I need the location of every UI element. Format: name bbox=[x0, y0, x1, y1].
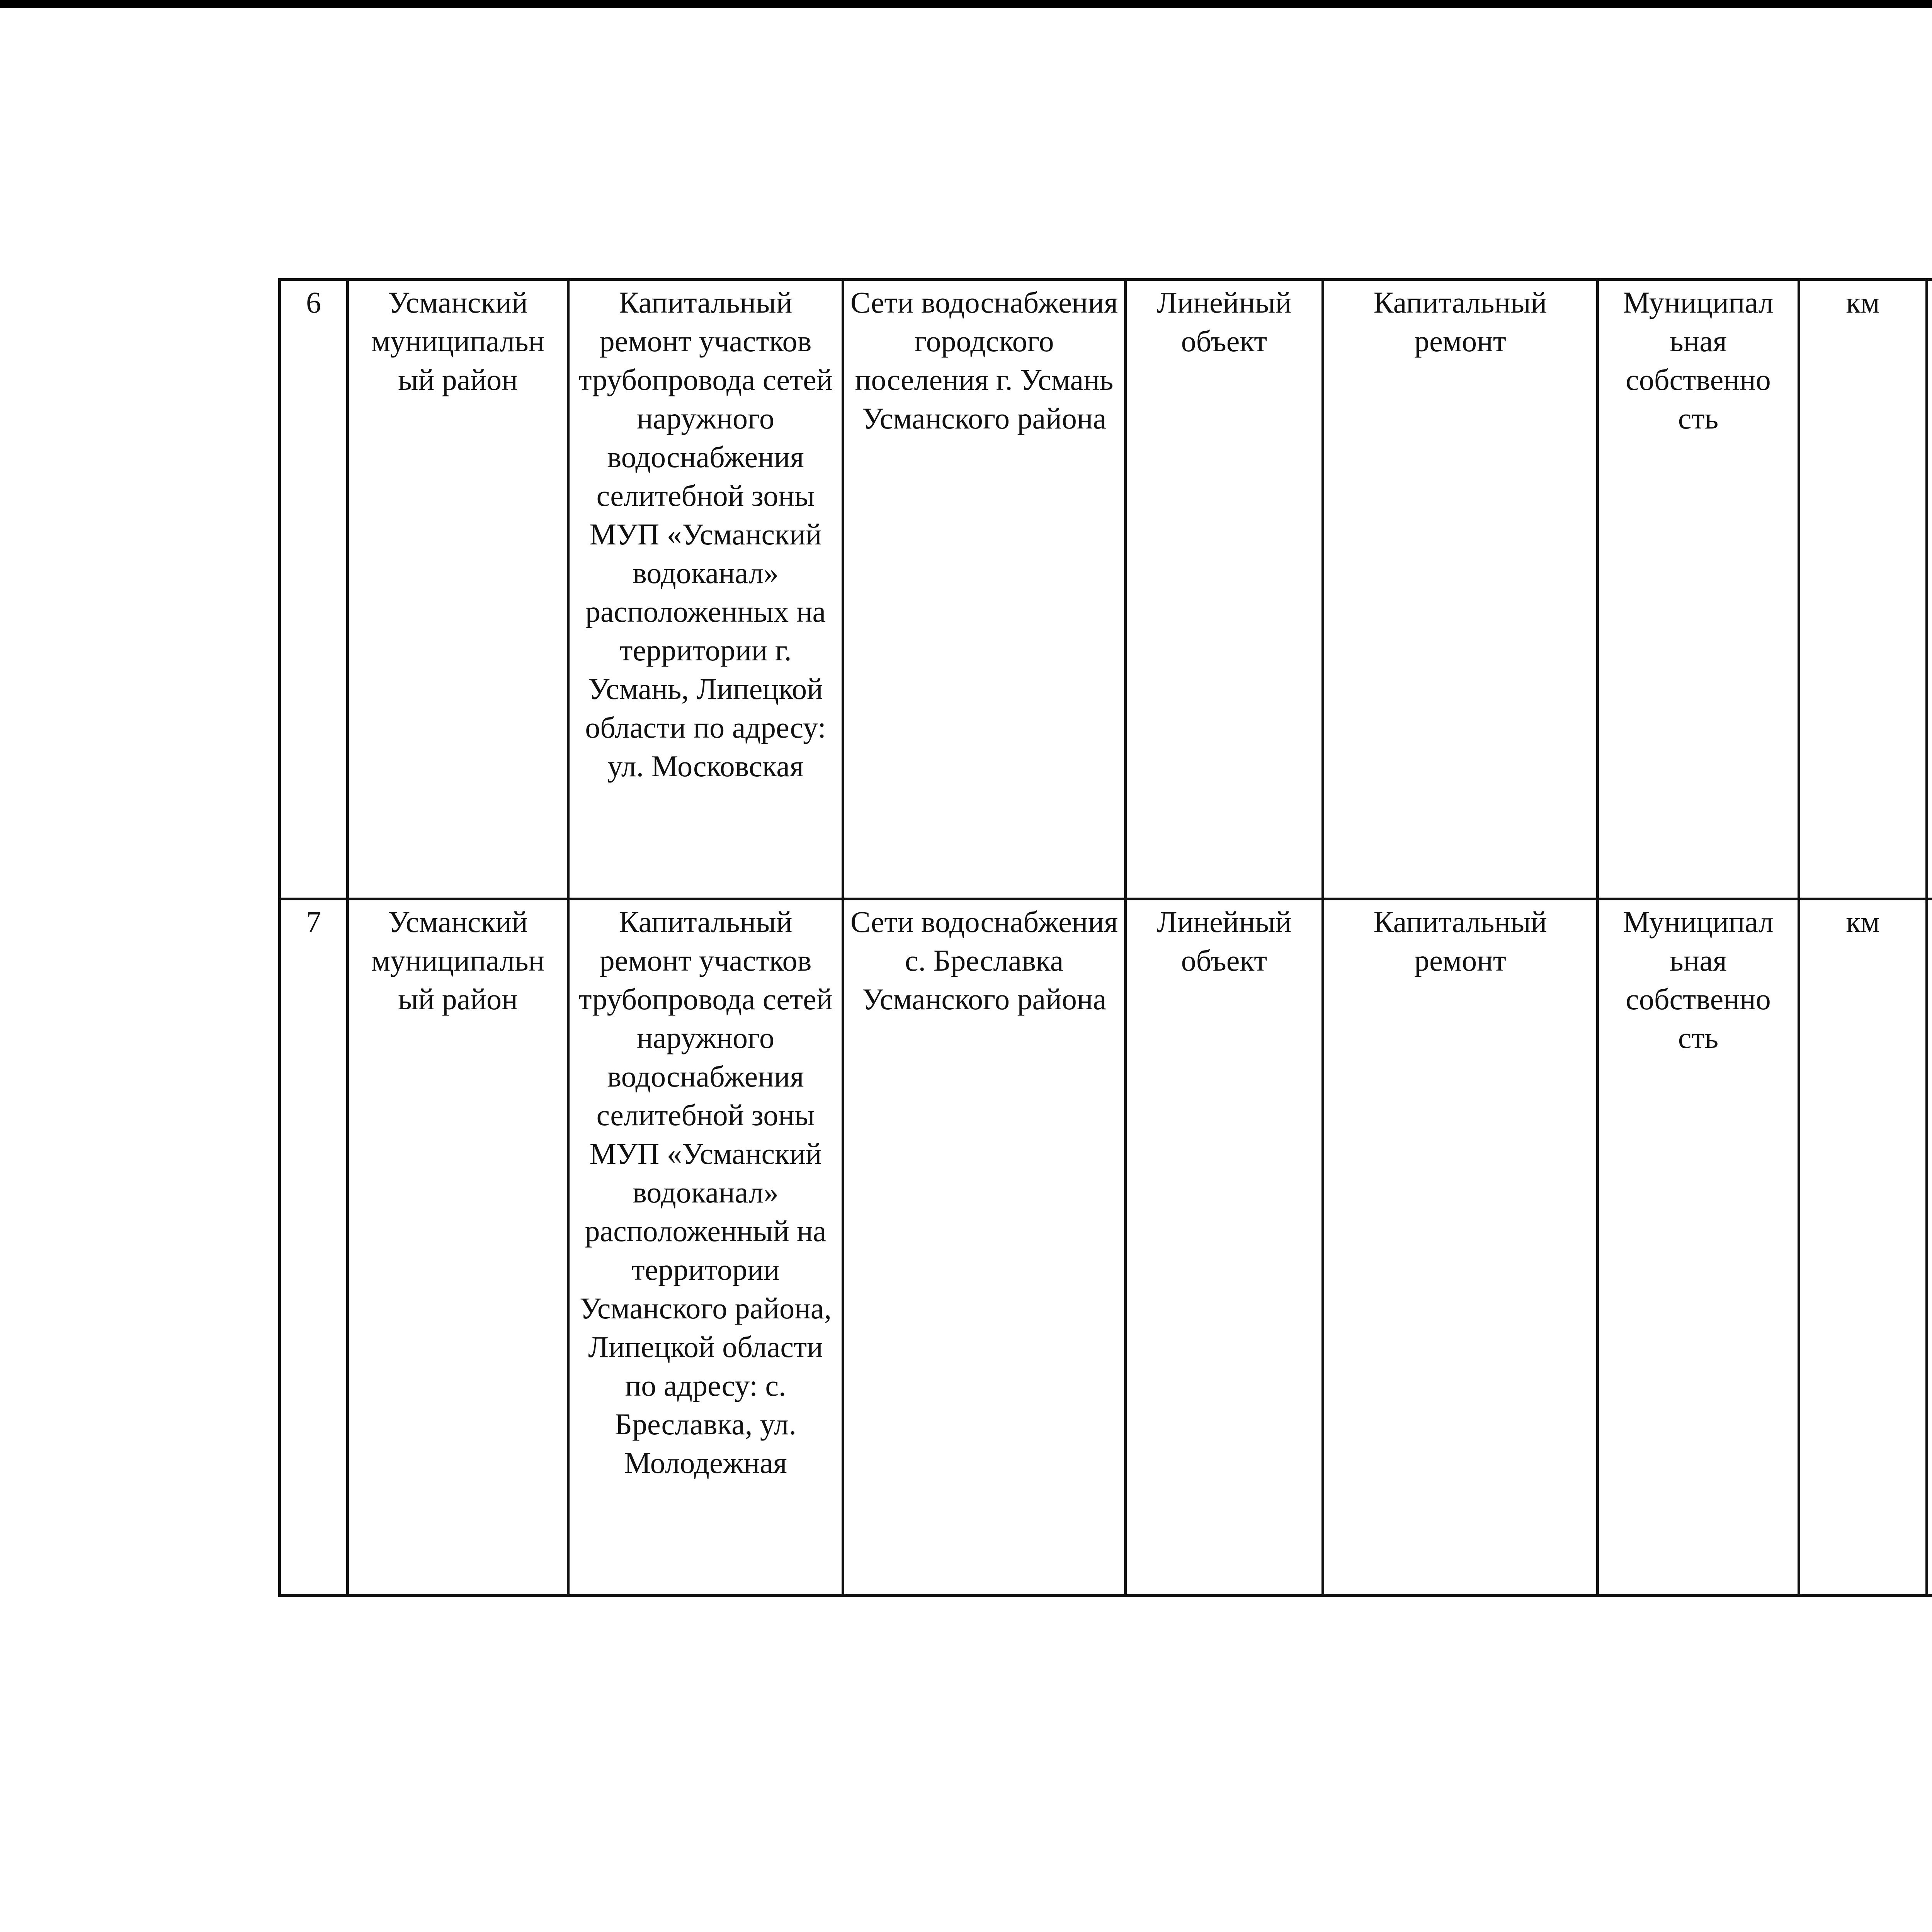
row-number: 7 bbox=[280, 899, 348, 1596]
table-row bbox=[280, 280, 1932, 899]
work-type-cell: Капитальный ремонт bbox=[1323, 280, 1598, 899]
district-cell: Усманский муниципальн ый район bbox=[348, 280, 568, 899]
unit-cell: км bbox=[1799, 280, 1927, 899]
length-cell bbox=[1927, 899, 1932, 1596]
object-type-cell: Линейный объект bbox=[1126, 899, 1323, 1596]
row-number: 6 bbox=[280, 280, 348, 899]
scan-edge-top bbox=[0, 0, 1932, 8]
length-cell bbox=[1927, 280, 1932, 899]
unit-cell: км bbox=[1799, 899, 1927, 1596]
ownership-cell: Муниципал ьная собственно сть bbox=[1598, 280, 1799, 899]
object-type-cell: Линейный объект bbox=[1126, 280, 1323, 899]
ownership-cell: Муниципал ьная собственно сть bbox=[1598, 899, 1799, 1596]
project-name-cell: Капитальный ремонт участков трубопровода сетей наружного водоснабжения селитебной зоны МУП «Усманский водоканал» расположенный на территории Усманского района, Липецкой области по адресу: с. Бреславка, ул. Молодежная bbox=[568, 899, 843, 1596]
table-row bbox=[280, 899, 1932, 1596]
work-type-cell: Капитальный ремонт bbox=[1323, 899, 1598, 1596]
object-cell: Сети водоснабжения городского поселения г. Усмань Усманского района bbox=[843, 280, 1126, 899]
projects-table bbox=[278, 278, 1932, 1597]
object-cell: Сети водоснабжения с. Бреславка Усманского района bbox=[843, 899, 1126, 1596]
district-cell: Усманский муниципальн ый район bbox=[348, 899, 568, 1596]
project-name-cell: Капитальный ремонт участков трубопровода сетей наружного водоснабжения селитебной зоны МУП «Усманский водоканал» расположенных на территории г. Усмань, Липецкой области по адресу: ул. Московская bbox=[568, 280, 843, 899]
